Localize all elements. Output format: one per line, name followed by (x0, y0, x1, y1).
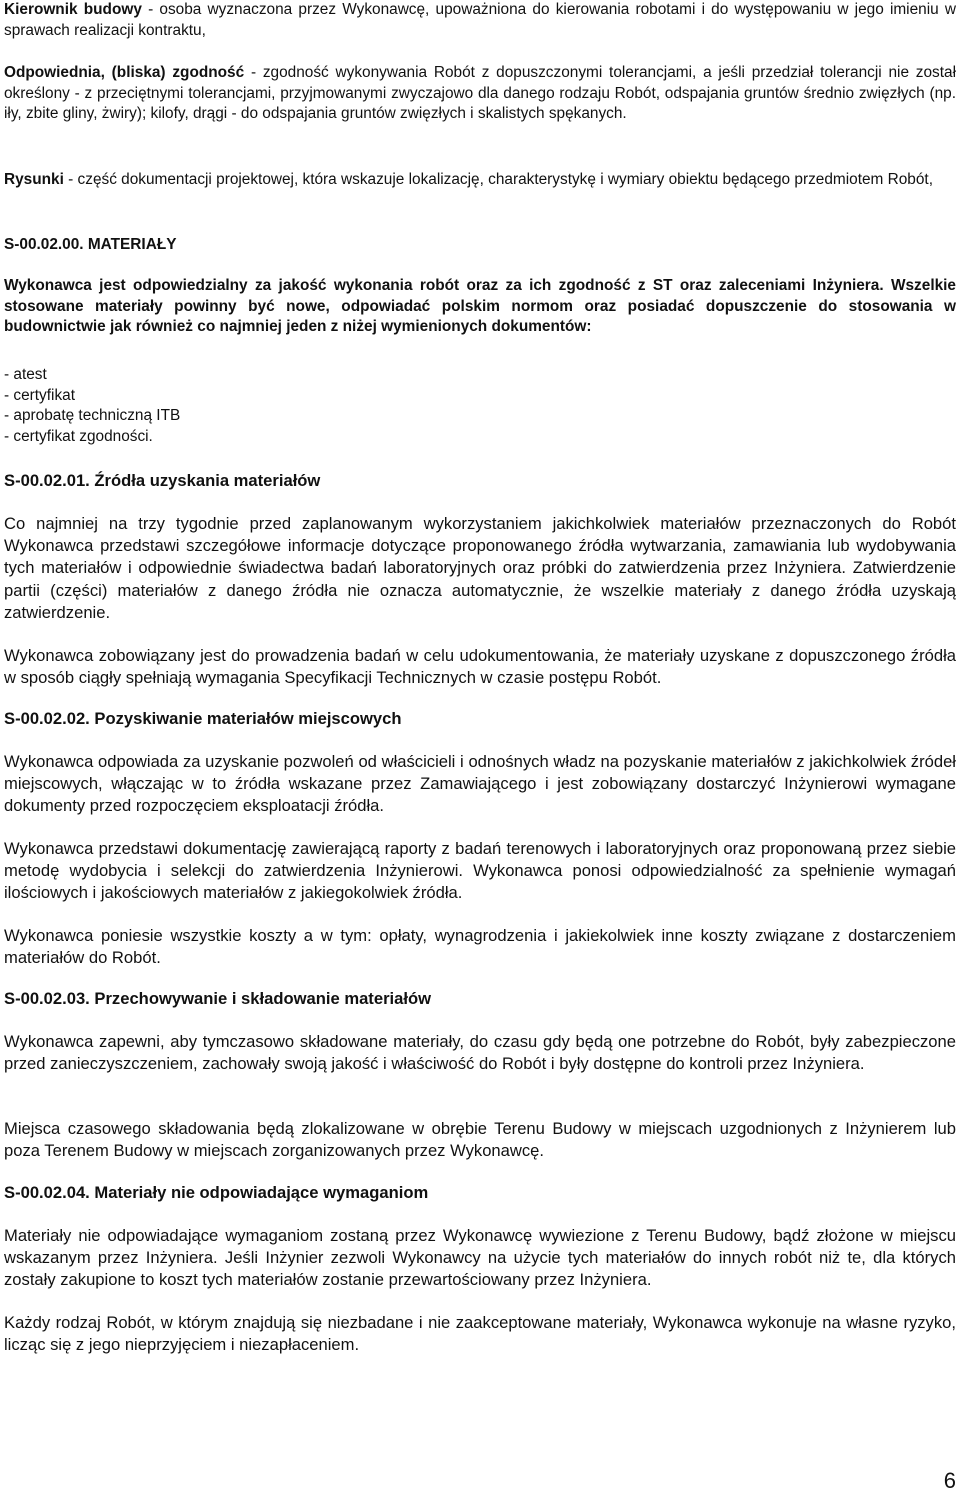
definition-text: - zgodność wykonywania Robót z dopuszczonymi tolerancjami, a jeśli przedział tolerancji nie został określony - z przeciętnymi tolerancjami, przyjmowanymi zwyczajowo dla danego rodzaju Robót, odspajania gruntów średnio zwięzłych (np. iły, zbite gliny, żwiry); kilofy, drągi - do odspajania gruntów zwięzłych i skalistych spękanych. (4, 64, 956, 122)
zrodla-paragraph-2: Wykonawca zobowiązany jest do prowadzenia badań w celu udokumentowania, że materiały uzyskane z dopuszczonego źródła w sposób ciągły spełniają wymagania Specyfikacji Technicznych w czasie postępu Robót. (4, 646, 956, 688)
list-item: - atest (4, 366, 47, 383)
section-heading-miejscowe: S-00.02.02. Pozyskiwanie materiałów miejscowych (4, 709, 402, 728)
section-heading-zrodla: S-00.02.01. Źródła uzyskania materiałów (4, 471, 321, 490)
documents-list (4, 365, 956, 447)
miejscowe-paragraph-1: Wykonawca odpowiada za uzyskanie pozwoleń od właścicieli i odnośnych władz na pozyskanie materiałów z jakichkolwiek źródeł miejscowych, włączając w to źródła wskazane przez Zamawiającego i jest zobowiązany dostarczyć Inżynierowi wymagane dokumenty przed rozpoczęciem eksploatacji źródła. (4, 752, 956, 816)
definition-term: Odpowiednia, (bliska) zgodność (4, 64, 245, 81)
definition-zgodnosc (4, 63, 956, 125)
materialy-paragraph: Wykonawca jest odpowiedzialny za jakość wykonania robót oraz za ich zgodność z ST oraz zaleceniami Inżyniera. Wszelkie stosowane materiały powinny być nowe, odpowiadać polskim normom oraz posiadać dopuszczenie do stosowania w budownictwie jak również co najmniej jeden z niżej wymienionych dokumentów: (4, 277, 956, 335)
definition-text: - osoba wyznaczona przez Wykonawcę, upoważniona do kierowania robotami i do występowaniu w jego imieniu w sprawach realizacji kontraktu, (4, 1, 957, 39)
nieodpowiadajace-paragraph-2: Każdy rodzaj Robót, w którym znajdują się niezbadane i nie zaakceptowane materiały, Wykonawca wykonuje na własne ryzyko, licząc się z jego nieprzyjęciem i niezapłaceniem. (4, 1313, 956, 1355)
skladowanie-paragraph-1: Wykonawca zapewni, aby tymczasowo składowane materiały, do czasu gdy będą one potrzebne do Robót, były zabezpieczone przed zanieczyszczeniem, zachowały swoją jakość i właściwość do Robót i były dostępne do kontroli przez Inżyniera. (4, 1032, 956, 1074)
definition-rysunki (4, 170, 956, 191)
definition-term: Kierownik budowy (4, 1, 142, 18)
definition-kierownik-budowy (4, 0, 956, 41)
section-heading-skladowanie: S-00.02.03. Przechowywanie i składowanie materiałów (4, 989, 432, 1008)
definition-text: - część dokumentacji projektowej, która wskazuje lokalizację, charakterystykę i wymiary obiektu będącego przedmiotem Robót, (63, 171, 933, 188)
list-item: - certyfikat (4, 386, 75, 404)
list-item: - certyfikat zgodności. (4, 427, 153, 445)
miejscowe-paragraph-3: Wykonawca poniesie wszystkie koszty a w tym: opłaty, wynagrodzenia i jakiekolwiek inne koszty związane z dostarczeniem materiałów do Robót. (4, 926, 956, 968)
skladowanie-paragraph-2: Miejsca czasowego składowania będą zlokalizowane w obrębie Terenu Budowy w miejscach uzgodnionych z Inżynierem lub poza Terenem Budowy w miejscach zorganizowanych przez Wykonawcę. (4, 1119, 956, 1161)
section-heading-nieodpowiadajace: S-00.02.04. Materiały nie odpowiadające wymaganiom (4, 1183, 429, 1202)
miejscowe-paragraph-2: Wykonawca przedstawi dokumentację zawierającą raporty z badań terenowych i laboratoryjnych oraz proponowaną przez siebie metodę wydobycia i selekcji do zatwierdzenia Inżynierowi. Wykonawca ponosi odpowiedzialność za spełnienie wymagań ilościowych i jakościowych materiałów z jakiegokolwiek źródła. (4, 839, 956, 903)
section-heading-materialy: S-00.02.00. MATERIAŁY (4, 236, 177, 253)
list-item: - aprobatę techniczną ITB (4, 407, 181, 424)
page-number: 6 (943, 1468, 956, 1493)
zrodla-paragraph-1: Co najmniej na trzy tygodnie przed zaplanowanym wykorzystaniem jakichkolwiek materiałów przeznaczonych do Robót Wykonawca przedstawi szczegółowe informacje dotyczące proponowanego źródła wytwarzania, zamawiania lub wydobywania tych materiałów i odpowiednie świadectwa badań laboratoryjnych oraz próbki do zatwierdzenia przez Inżyniera. Zatwierdzenie partii (części) materiałów z danego źródła nie oznacza automatycznie, że wszelkie materiały z danego źródła uzyskają zatwierdzenie. (4, 514, 956, 622)
definition-term: Rysunki (4, 171, 64, 188)
nieodpowiadajace-paragraph-1: Materiały nie odpowiadające wymaganiom zostaną przez Wykonawcę wywiezione z Terenu Budowy, bądź złożone w miejscu wskazanym przez Inżyniera. Jeśli Inżynier zezwoli Wykonawcy na użycie tych materiałów do innych robót niż te, dla których zostały zakupione to koszt tych materiałów zostanie przewartościowany przez Inżyniera. (4, 1226, 956, 1290)
